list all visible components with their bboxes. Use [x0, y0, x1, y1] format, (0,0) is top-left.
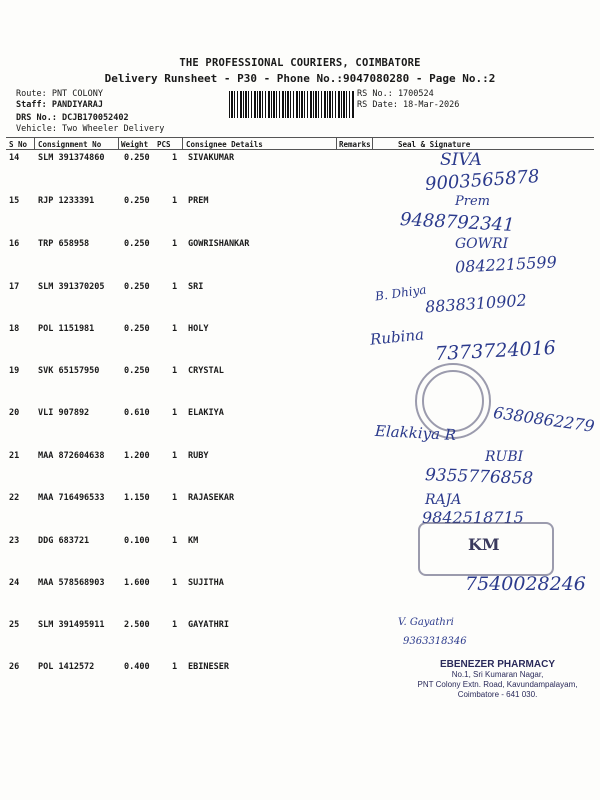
row-consignment: MAA 578568903: [38, 578, 105, 588]
row-sno: 18: [9, 324, 20, 334]
row-sno: 21: [9, 451, 20, 461]
col-pcs: PCS: [157, 140, 171, 149]
row-sno: 26: [9, 662, 20, 672]
col-consignment: Consignment No: [38, 140, 102, 149]
row-weight: 0.400: [124, 662, 150, 672]
signature-text: V. Gayathri: [398, 617, 454, 628]
row-weight: 0.250: [124, 153, 150, 163]
col-divider: [34, 138, 35, 149]
row-consignment: VLI 907892: [38, 408, 90, 418]
route-label: Route: PNT COLONY: [16, 89, 103, 99]
pharmacy-address-2: PNT Colony Extn. Road, Kavundampalayam,: [417, 680, 578, 689]
row-pcs: 1: [172, 282, 178, 292]
row-consignment: SLM 391374860: [38, 153, 105, 163]
row-consignment: SVK 65157950: [38, 366, 100, 376]
row-pcs: 1: [172, 451, 178, 461]
row-consignment: DDG 683721: [38, 536, 90, 546]
staff-label: Staff: PANDIYARAJ: [16, 100, 103, 110]
row-pcs: 1: [172, 662, 178, 672]
signature-text: Prem: [455, 194, 490, 209]
col-divider: [182, 138, 183, 149]
row-consignee: RUBY: [188, 451, 209, 461]
row-consignee: RAJASEKAR: [188, 493, 235, 503]
row-pcs: 1: [172, 493, 178, 503]
row-consignee: SRI: [188, 282, 204, 292]
row-pcs: 1: [172, 196, 178, 206]
row-pcs: 1: [172, 578, 178, 588]
signature-phone: 9355776858: [424, 465, 534, 489]
row-pcs: 1: [172, 620, 178, 630]
row-pcs: 1: [172, 536, 178, 546]
row-consignment: POL 1412572: [38, 662, 95, 672]
row-consignment: POL 1151981: [38, 324, 95, 334]
row-weight: 0.250: [124, 239, 150, 249]
table-top-rule: [6, 137, 594, 138]
signature-text: GOWRI: [455, 236, 509, 252]
row-sno: 14: [9, 153, 20, 163]
row-sno: 15: [9, 196, 20, 206]
row-sno: 25: [9, 620, 20, 630]
rs-number: RS No.: 1700524: [357, 89, 434, 99]
col-divider: [372, 138, 373, 149]
signature-phone: 0842215599: [454, 252, 558, 277]
row-consignment: MAA 872604638: [38, 451, 105, 461]
col-weight: Weight: [121, 140, 149, 149]
vehicle-label: Vehicle: Two Wheeler Delivery: [16, 124, 165, 134]
row-consignee: KM: [188, 536, 199, 546]
table-header-rule: [6, 149, 594, 150]
drs-label: DRS No.: DCJB170052402: [16, 113, 129, 123]
row-sno: 17: [9, 282, 20, 292]
row-pcs: 1: [172, 239, 178, 249]
seal-stamp-inner: [422, 370, 484, 432]
row-weight: 0.100: [124, 536, 150, 546]
pharmacy-address-3: Coimbatore - 641 030.: [457, 690, 538, 699]
row-sno: 22: [9, 493, 20, 503]
rs-date: RS Date: 18-Mar-2026: [357, 100, 460, 110]
row-consignment: TRP 658958: [38, 239, 90, 249]
row-consignment: MAA 716496533: [38, 493, 105, 503]
km-stamp-text: KM: [468, 535, 500, 554]
row-consignee: SUJITHA: [188, 578, 224, 588]
row-weight: 1.200: [124, 451, 150, 461]
row-consignee: CRYSTAL: [188, 366, 224, 376]
pharmacy-name: EBENEZER PHARMACY: [439, 659, 555, 670]
row-sno: 24: [9, 578, 20, 588]
col-divider: [118, 138, 119, 149]
row-pcs: 1: [172, 153, 178, 163]
barcode: [229, 91, 355, 118]
row-weight: 0.250: [124, 282, 150, 292]
row-weight: 1.600: [124, 578, 150, 588]
col-consignee: Consignee Details: [186, 140, 263, 149]
row-weight: 0.250: [124, 196, 150, 206]
row-weight: 2.500: [124, 620, 150, 630]
col-sno: S No: [9, 140, 28, 149]
signature-text: B. Dhiya: [374, 282, 428, 304]
signature-text: RAJA: [425, 492, 462, 508]
runsheet-subtitle: Delivery Runsheet - P30 - Phone No.:9047080280 - Page No.:2: [104, 72, 496, 85]
signature-phone: 7373724016: [434, 336, 557, 366]
row-consignee: GAYATHRI: [188, 620, 229, 630]
row-sno: 23: [9, 536, 20, 546]
col-seal: Seal & Signature: [398, 140, 471, 149]
col-remarks: Remarks: [339, 140, 371, 149]
row-consignee: EBINESER: [188, 662, 229, 672]
row-consignee: HOLY: [188, 324, 209, 334]
row-sno: 16: [9, 239, 20, 249]
runsheet-title: THE PROFESSIONAL COURIERS, COIMBATORE: [179, 57, 421, 69]
signature-text: Rubina: [369, 325, 425, 349]
signature-phone: 9003565878: [424, 166, 541, 195]
row-consignment: SLM 391495911: [38, 620, 105, 630]
signature-phone: 6380862279: [492, 402, 596, 436]
signature-phone: 8838310902: [424, 290, 528, 317]
row-consignee: GOWRISHANKAR: [188, 239, 250, 249]
signature-text: SIVA: [440, 150, 482, 170]
col-divider: [336, 138, 337, 149]
pharmacy-address-1: No.1, Sri Kumaran Nagar,: [451, 670, 544, 679]
row-consignee: SIVAKUMAR: [188, 153, 235, 163]
row-consignee: ELAKIYA: [188, 408, 224, 418]
row-pcs: 1: [172, 408, 178, 418]
row-pcs: 1: [172, 324, 178, 334]
row-consignee: PREM: [188, 196, 209, 206]
signature-text: Elakkiya R: [374, 421, 457, 445]
signature-phone: 9363318346: [403, 636, 467, 647]
pharmacy-stamp: [400, 660, 595, 700]
row-consignment: SLM 391370205: [38, 282, 105, 292]
row-weight: 0.250: [124, 366, 150, 376]
row-sno: 19: [9, 366, 20, 376]
signature-phone: 7540028246: [465, 573, 586, 595]
row-sno: 20: [9, 408, 20, 418]
row-consignment: RJP 1233391: [38, 196, 95, 206]
signature-text: RUBI: [485, 449, 524, 465]
row-weight: 1.150: [124, 493, 150, 503]
row-weight: 0.610: [124, 408, 150, 418]
row-pcs: 1: [172, 366, 178, 376]
signature-phone: 9488792341: [399, 209, 516, 236]
row-weight: 0.250: [124, 324, 150, 334]
signature-phone: 9842518715: [422, 508, 524, 527]
